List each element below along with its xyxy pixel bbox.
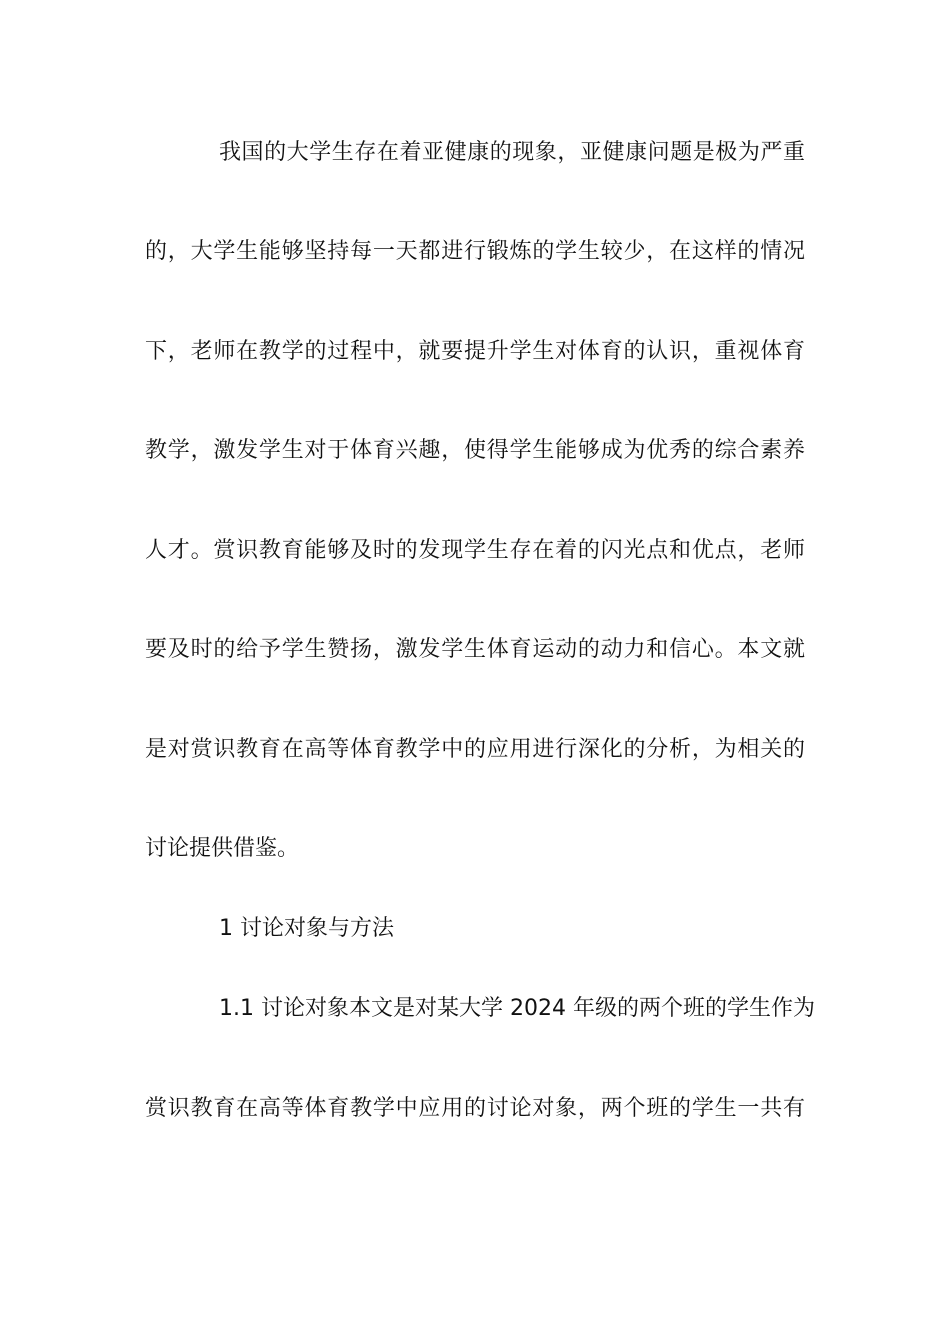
paragraph-1-line-6: 要及时的给予学生赞扬，激发学生体育运动的动力和信心。本文就 <box>145 637 805 662</box>
paragraph-1-line-3: 下，老师在教学的过程中，就要提升学生对体育的认识，重视体育 <box>145 339 805 364</box>
paragraph-2-line-2: 赏识教育在高等体育教学中应用的讨论对象，两个班的学生一共有 <box>145 1096 805 1121</box>
section-heading: 1 讨论对象与方法 <box>219 916 394 941</box>
paragraph-1-line-1: 我国的大学生存在着亚健康的现象，亚健康问题是极为严重 <box>219 140 805 165</box>
paragraph-1-line-4: 教学，激发学生对于体育兴趣，使得学生能够成为优秀的综合素养 <box>145 438 805 463</box>
paragraph-1-line-2: 的，大学生能够坚持每一天都进行锻炼的学生较少，在这样的情况 <box>145 239 805 264</box>
paragraph-2-line-1: 1.1 讨论对象本文是对某大学 2024 年级的两个班的学生作为 <box>219 996 815 1021</box>
paragraph-1-line-7: 是对赏识教育在高等体育教学中的应用进行深化的分析，为相关的 <box>145 737 805 762</box>
paragraph-1-line-5: 人才。赏识教育能够及时的发现学生存在着的闪光点和优点，老师 <box>145 538 805 563</box>
paragraph-1-line-8: 讨论提供借鉴。 <box>145 836 300 861</box>
